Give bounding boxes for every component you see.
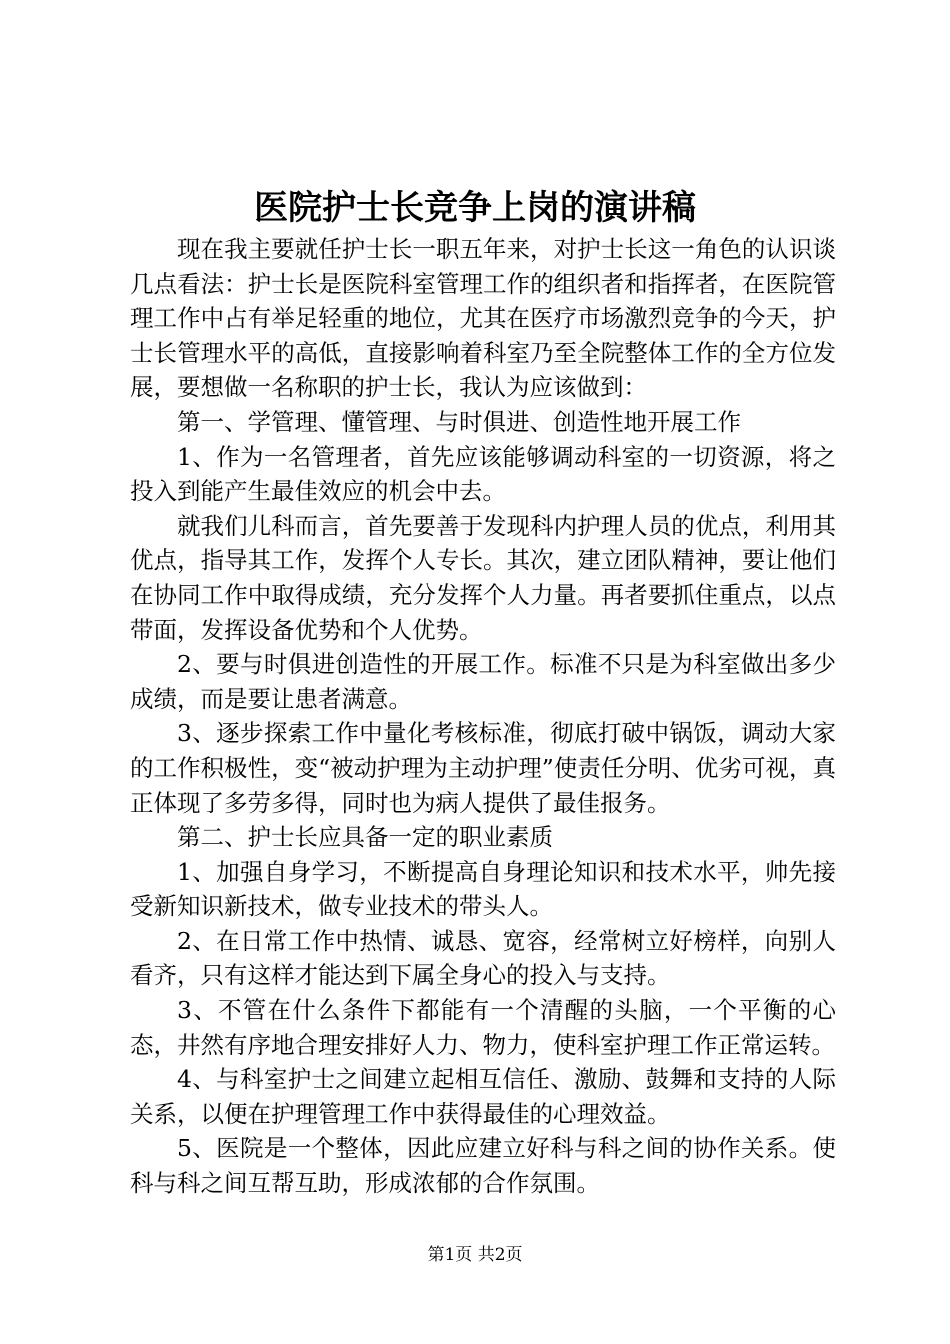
paragraph: 5、医院是一个整体，因此应建立好科与科之间的协作关系。使科与科之间互帮互助，形成浓郁的合作氛围。 [130,1134,836,1198]
section-heading: 第一、学管理、懂管理、与时俱进、创造性地开展工作 [177,407,741,436]
paragraph: 3、不管在什么条件下都能有一个清醒的头脑，一个平衡的心态，井然有序地合理安排好人力、物力，使科室护理工作正常运转。 [130,996,836,1059]
paragraph: 2、要与时俱进创造性的开展工作。标准不只是为科室做出多少成绩，而是要让患者满意。 [130,650,836,713]
page-footer: 第1页 共2页 [427,1245,523,1265]
paragraph: 1、加强自身学习，不断提高自身理论知识和技术水平，帅先接受新知识新技术，做专业技术的带头人。 [130,857,836,921]
document-body [130,232,836,1201]
paragraph: 2、在日常工作中热情、诚恳、宽容，经常树立好榜样，向别人看齐，只有这样才能达到下属全身心的投入与支持。 [130,926,836,990]
paragraph: 现在我主要就任护士长一职五年来，对护士长这一角色的认识谈几点看法：护士长是医院科室管理工作的组织者和指挥者，在医院管理工作中占有举足轻重的地位，尤其在医疗市场激烈竞争的今天，护士长管理水平的高低，直接影响着科室乃至全院整体工作的全方位发展，要想做一名称职的护士长，我认为应该做到： [130,235,836,402]
paragraph: 1、作为一名管理者，首先应该能够调动科室的一切资源，将之投入到能产生最佳效应的机会中去。 [130,442,836,506]
paragraph: 4、与科室护士之间建立起相互信任、激励、鼓舞和支持的人际关系，以便在护理管理工作中获得最佳的心理效益。 [130,1065,836,1128]
section-heading: 第二、护士长应具备一定的职业素质 [177,823,553,852]
paragraph: 3、逐步探索工作中量化考核标准，彻底打破中锅饭，调动大家的工作积极性，变“被动护理为主动护理”使责任分明、优劣可视，真正体现了多劳多得，同时也为病人提供了最佳报务。 [130,719,836,817]
document-title: 医院护士长竞争上岗的演讲稿 [254,188,696,228]
paragraph: 就我们儿科而言，首先要善于发现科内护理人员的优点，利用其优点，指导其工作，发挥个人专长。其次，建立团队精神，要让他们在协同工作中取得成绩，充分发挥个人力量。再者要抓住重点，以点带面，发挥设备优势和个人优势。 [130,511,836,644]
